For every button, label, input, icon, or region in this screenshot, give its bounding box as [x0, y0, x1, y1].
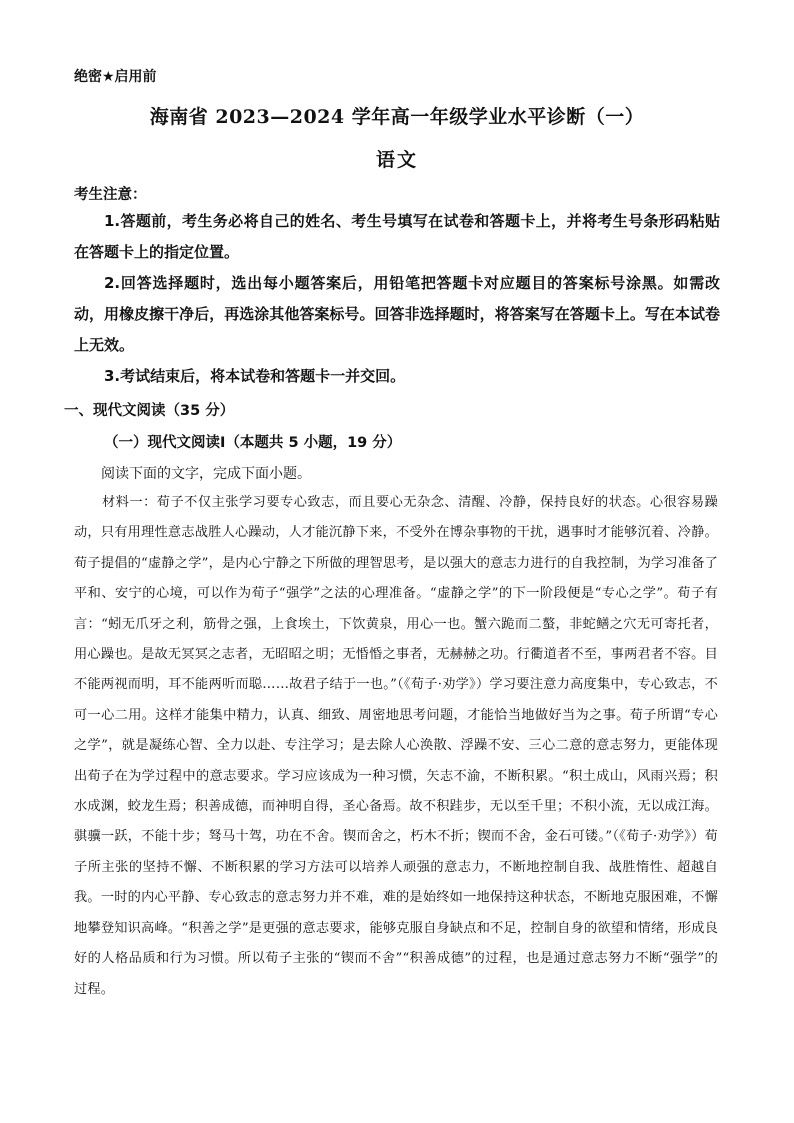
- exam-title: 海南省 2023—2024 学年高一年级学业水平诊断（一）: [149, 106, 645, 128]
- reading-instruction: 阅读下面的文字，完成下面小题。: [101, 466, 311, 482]
- section-subtitle: （一）现代文阅读Ⅰ（本题共 5 小题，19 分）: [104, 435, 402, 451]
- notice-item-3: 3.考试结束后，将本试卷和答题卡一并交回。: [104, 367, 406, 385]
- notice-item-2: 2.回答选择题时，选出每小题答案后，用铅笔把答题卡对应题目的答案标号涂黑。如需改动，用橡皮擦干净后，再选涂其他答案标号。回答非选择题时，将答案写在答题卡上。写在本试卷上无效。: [74, 274, 720, 354]
- secret-mark: 绝密★启用前: [74, 69, 157, 85]
- subject-title: 语文: [375, 149, 418, 171]
- notice-heading: 考生注意：: [74, 187, 147, 203]
- section-title: 一、现代文阅读（35 分）: [64, 403, 235, 419]
- notice-item-1: 1.答题前，考生务必将自己的姓名、考生号填写在试卷和答题卡上，并将考生号条形码粘贴在答题卡上的指定位置。: [74, 212, 720, 261]
- material-one-passage: 材料一：荀子不仅主张学习要专心致志，而且要心无杂念、清醒、冷静，保持良好的状态。心很容易躁动，只有用理性意志战胜人心躁动，人才能沉静下来，不受外在博杂事物的干扰，遇事时才能够沉着、冷静。荀子提倡的“虚静之学”，是内心宁静之下所做的理智思考，是以强大的意志力进行的自我控制，为学习准备了平和、安宁的心境，可以作为荀子“强学”之法的心理准备。“虚静之学”的下一阶段便是“专心之学”。荀子有言：“蚓无爪牙之利，筋骨之强，上食埃土，下饮黄泉，用心一也。蟹六跪而二螯，非蛇鳝之穴无可寄托者，用心躁也。是故无冥冥之志者，无昭昭之明；无惛惛之事者，无赫赫之功。行衢道者不至，事两君者不容。目不能两视而明，耳不能两听而聪……故君子结于一也。”（《荀子·劝学》）学习要注意力高度集中，专心致志，不可一心二用。这样才能集中精力，认真、细致、周密地思考问题，才能恰当地做好当为之事。荀子所谓“专心之学”，就是凝练心智、全力以赴、专注学习；是去除人心涣散、浮躁不安、三心二意的意志努力，更能体现出荀子在为学过程中的意志要求。学习应该成为一种习惯，矢志不渝，不断积累。“积土成山，风雨兴焉；积水成渊，蛟龙生焉；积善成德，而神明自得，圣心备焉。故不积跬步，无以至千里；不积小流，无以成江海。骐骥一跃，不能十步；驽马十驾，功在不舍。锲而舍之，朽木不折；锲而不舍，金石可镂。”（《荀子·劝学》）荀子所主张的坚持不懈、不断积累的学习方法可以培养人顽强的意志力，不断地控制自我、战胜惰性、超越自我。一时的内心平静、专心致志的意志努力并不难，难的是始终如一地保持这种状态，不断地克服困难，不懈地攀登知识高峰。“积善之学”是更强的意志要求，能够克服自身缺点和不足，控制自身的欲望和情绪，形成良好的人格品质和行为习惯。所以荀子主张的“锲而不舍”“积善成德”的过程，也是通过意志努力不断“强学”的过程。: [74, 495, 718, 997]
